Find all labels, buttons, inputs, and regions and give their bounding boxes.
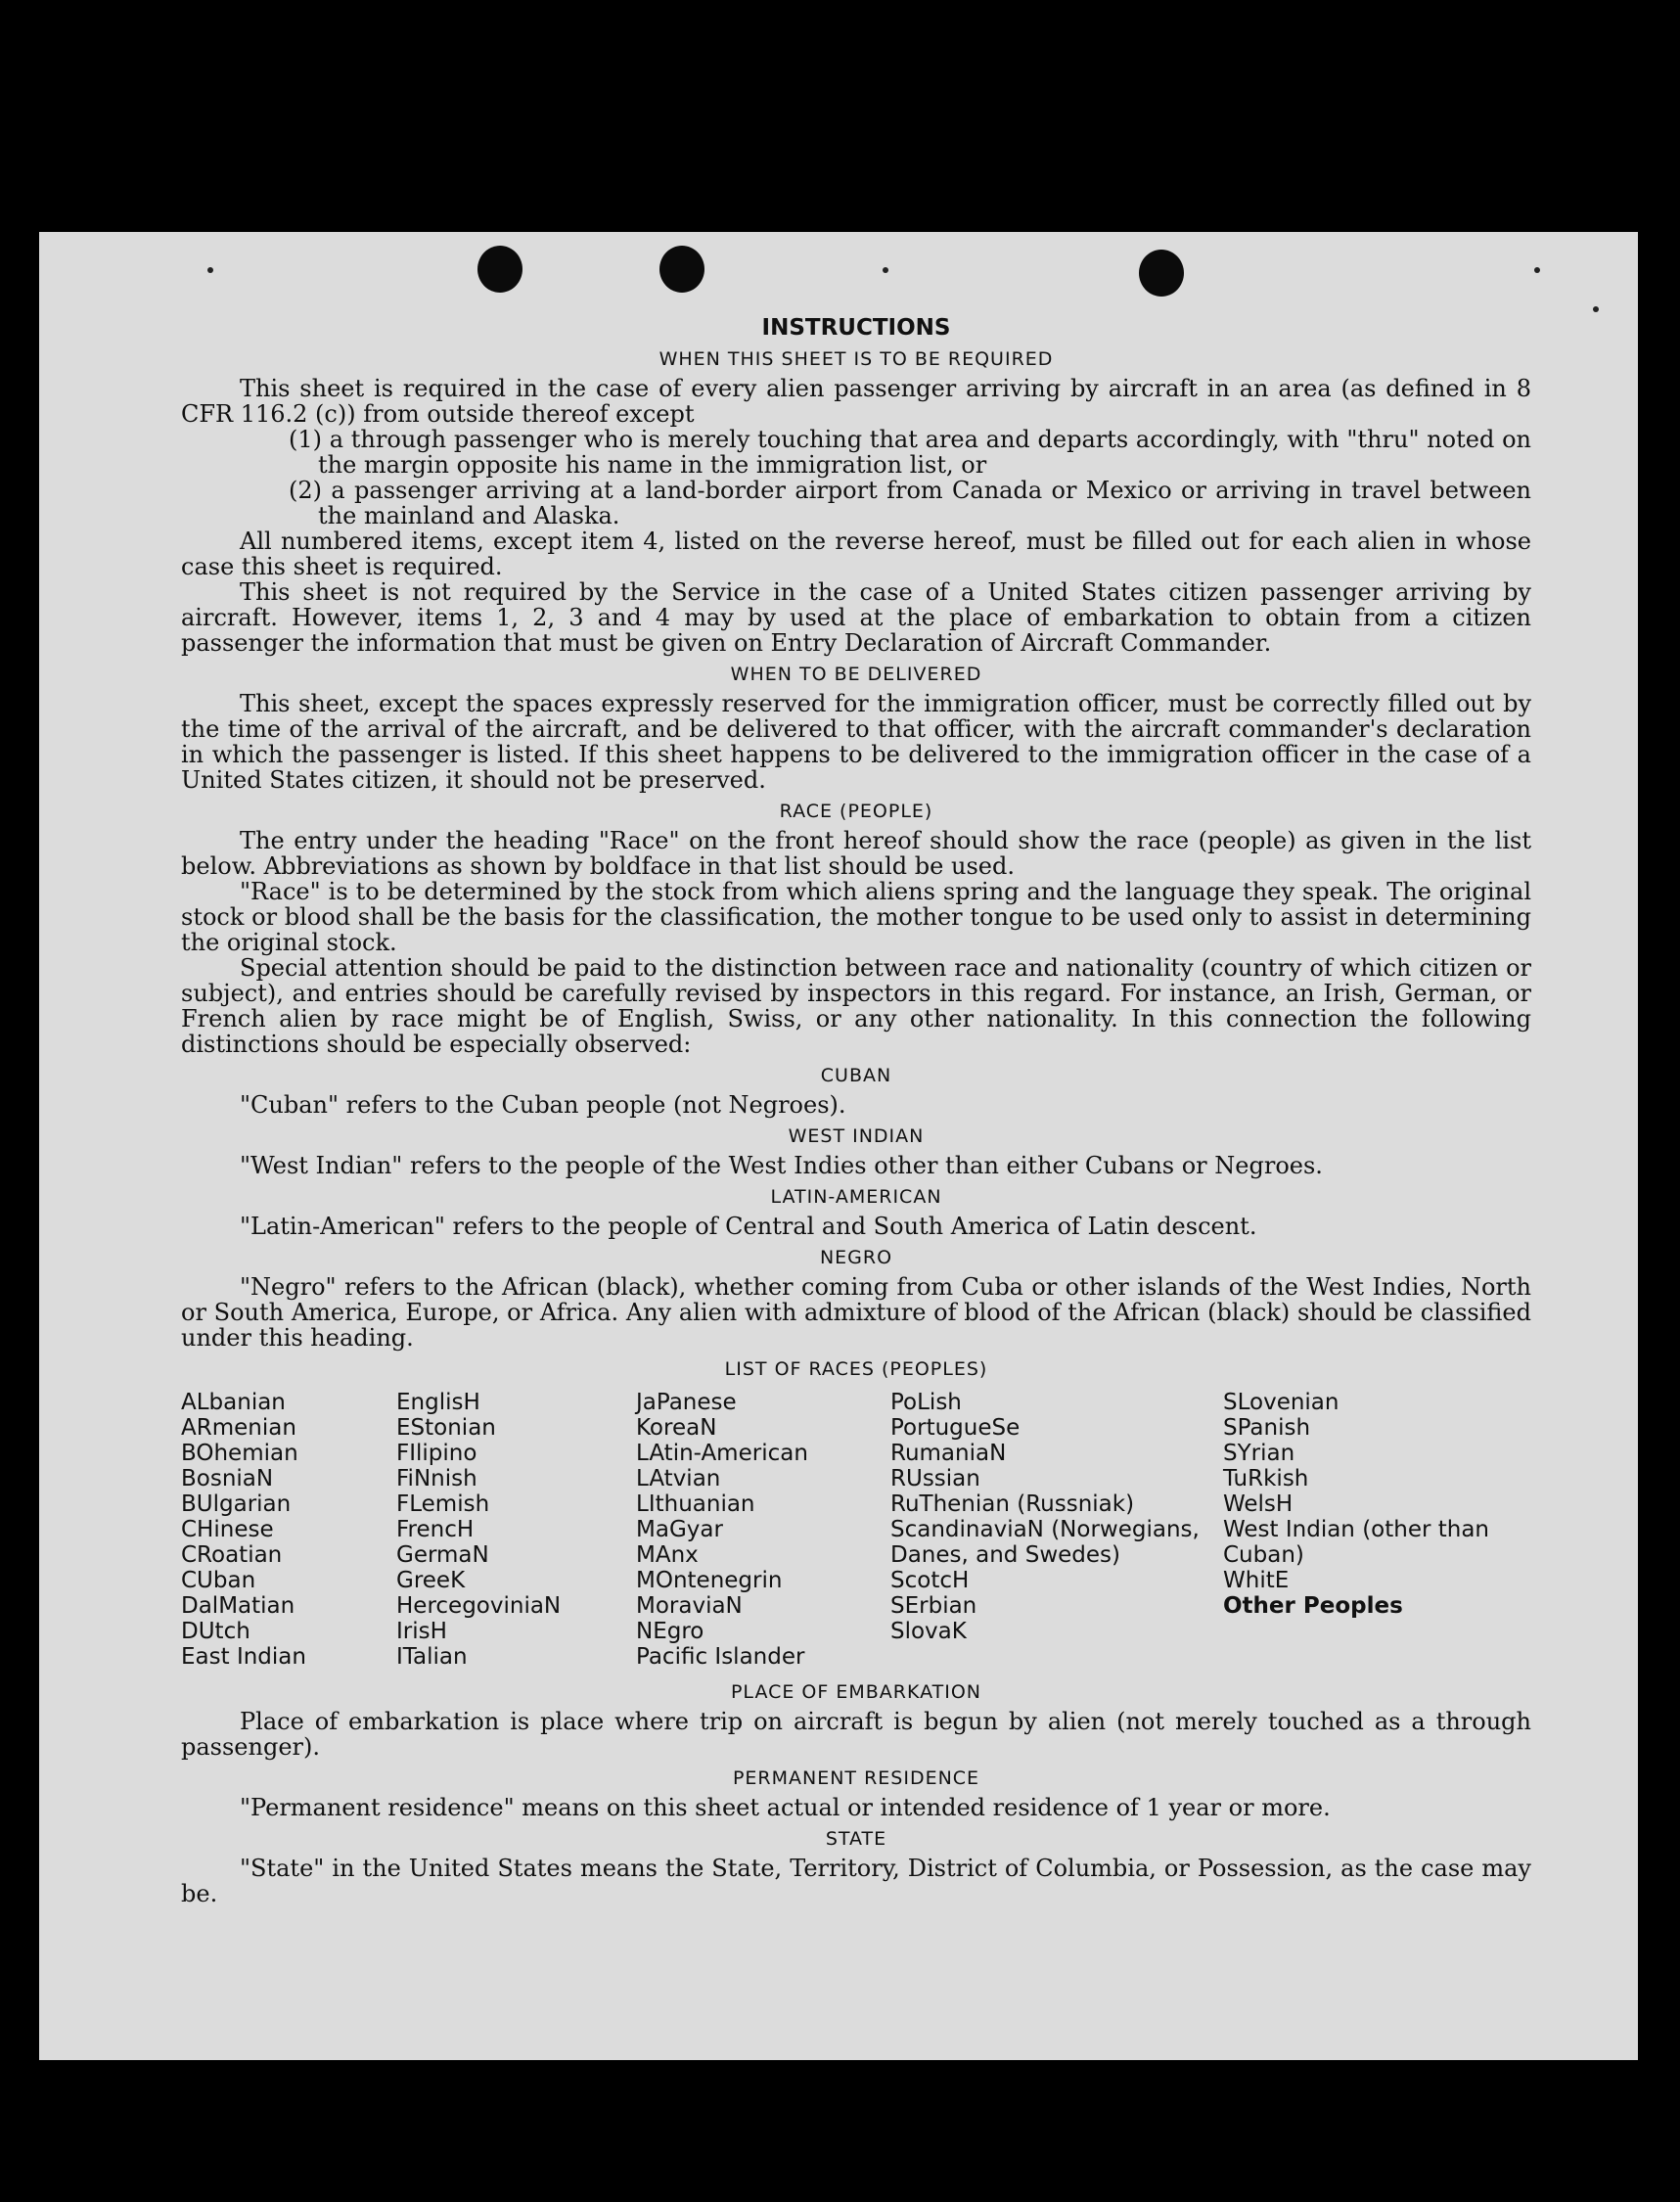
list-item: (1) a through passenger who is merely touching that area and departs accordingly, with "thru" noted on the margin opposite his name in the immigration list, or	[289, 426, 1531, 479]
race-entry: BUlgarian	[181, 1491, 292, 1517]
speck	[1593, 306, 1599, 312]
section-heading: WEST INDIAN	[788, 1125, 925, 1147]
section-heading: LATIN-AMERICAN	[770, 1186, 942, 1208]
paragraph: "Negro" refers to the African (black), whether coming from Cuba or other islands of the West Indies, North or South America, Europe, or Africa. Any alien with admixture of blood of the African (black) should be classified under this heading.	[181, 1273, 1531, 1352]
section-heading: WHEN TO BE DELIVERED	[730, 664, 982, 685]
section-state	[181, 1826, 1531, 1906]
races-heading: LIST OF RACES (PEOPLES)	[724, 1358, 988, 1380]
race-entry: SYrian	[1223, 1441, 1295, 1466]
paragraph: All numbered items, except item 4, listed on the reverse hereof, must be filled out for each alien in whose case this sheet is required.	[181, 528, 1531, 580]
race-entry: SlovaK	[890, 1619, 967, 1644]
race-entry: KoreaN	[636, 1415, 717, 1441]
section-heading: CUBAN	[820, 1065, 892, 1086]
speck	[1534, 267, 1540, 273]
section-heading: WHEN THIS SHEET IS TO BE REQUIRED	[658, 348, 1054, 370]
race-entry: SPanish	[1223, 1415, 1311, 1441]
race-entry: MOntenegrin	[636, 1568, 783, 1593]
race-entry: DUtch	[181, 1619, 250, 1644]
paragraph: This sheet, except the spaces expressly reserved for the immigration officer, must be correctly filled out by the time of the arrival of the aircraft, and be delivered to that officer, with the aircraft commander's declaration in which the passenger is listed. If this sheet happens to be delivered to the immigration officer in the case of a United States citizen, it should not be preserved.	[181, 690, 1531, 794]
section-race	[181, 799, 1531, 1057]
race-entry: IrisH	[396, 1619, 447, 1644]
race-entry: ITalian	[396, 1644, 468, 1670]
paragraph: This sheet is required in the case of every alien passenger arriving by aircraft in an area (as defined in 8 CFR 116.2 (c)) from outside thereof except	[181, 375, 1531, 428]
race-entry: CUban	[181, 1568, 256, 1593]
paragraph: This sheet is not required by the Service in the case of a United States citizen passenger arriving by aircraft. However, items 1, 2, 3 and 4 may by used at the place of embarkation to obtain from a citizen passenger the information that must be given on Entry Declaration of Aircraft Commander.	[181, 578, 1531, 657]
paragraph: "Race" is to be determined by the stock from which aliens spring and the language they speak. The original stock or blood shall be the basis for the classification, the mother tongue to be used only to assist in determining the original stock.	[181, 878, 1531, 956]
race-entry: TuRkish	[1223, 1466, 1309, 1491]
race-entry: West Indian (other than Cuban)	[1223, 1517, 1490, 1568]
section-heading: STATE	[825, 1828, 887, 1850]
races-list	[181, 1390, 1531, 1670]
section-required	[181, 346, 1531, 656]
race-entry: MAnx	[636, 1542, 699, 1568]
document-sheet	[39, 232, 1638, 2060]
section-heading: NEGRO	[819, 1247, 893, 1268]
race-entry: NEgro	[636, 1619, 704, 1644]
race-entry: DalMatian	[181, 1593, 295, 1619]
race-entry: ARmenian	[181, 1415, 296, 1441]
section-west-indian	[181, 1124, 1531, 1178]
paragraph: "West Indian" refers to the people of the West Indies other than either Cubans or Negroes.	[240, 1152, 1323, 1179]
race-entry: GermaN	[396, 1542, 489, 1568]
race-entry: PortugueSe	[890, 1415, 1021, 1441]
paragraph: Place of embarkation is place where trip on aircraft is begun by alien (not merely touched as a through passenger).	[181, 1708, 1531, 1761]
section-residence	[181, 1766, 1531, 1820]
section-heading: PERMANENT RESIDENCE	[732, 1767, 980, 1789]
races-column	[181, 1390, 396, 1670]
race-entry: FrencH	[396, 1517, 475, 1542]
race-entry: ALbanian	[181, 1390, 286, 1415]
race-entry: FLemish	[396, 1491, 490, 1517]
race-entry: BosniaN	[181, 1466, 274, 1491]
section-heading: RACE (PEOPLE)	[779, 801, 933, 822]
document-title: INSTRUCTIONS	[761, 315, 951, 341]
race-entry: SLovenian	[1223, 1390, 1339, 1415]
race-entry: LIthuanian	[636, 1491, 755, 1517]
race-entry: Other Peoples	[1223, 1593, 1403, 1619]
race-entry: EStonian	[396, 1415, 496, 1441]
section-cuban	[181, 1063, 1531, 1118]
races-column	[396, 1390, 636, 1670]
race-entry: BOhemian	[181, 1441, 298, 1466]
race-entry: JaPanese	[636, 1390, 737, 1415]
race-entry: LAtin-American	[636, 1441, 808, 1466]
speck	[883, 267, 888, 273]
race-entry: CRoatian	[181, 1542, 283, 1568]
section-delivered	[181, 662, 1531, 793]
punch-hole	[1139, 250, 1184, 297]
race-entry: GreeK	[396, 1568, 466, 1593]
race-entry: FIlipino	[396, 1441, 477, 1466]
paragraph: The entry under the heading "Race" on the front hereof should show the race (people) as given in the list below. Abbreviations as shown by boldface in that list should be used.	[181, 827, 1531, 880]
paragraph: "Cuban" refers to the Cuban people (not Negroes).	[240, 1091, 846, 1119]
race-entry: CHinese	[181, 1517, 274, 1542]
race-entry: RuThenian (Russniak)	[890, 1491, 1135, 1517]
punch-hole	[659, 246, 704, 293]
race-entry: MoraviaN	[636, 1593, 743, 1619]
races-column	[636, 1390, 890, 1670]
list-item: (2) a passenger arriving at a land-border airport from Canada or Mexico or arriving in travel between the mainland and Alaska.	[289, 477, 1531, 529]
race-entry: ScandinaviaN (Norwegians, Danes, and Swedes)	[890, 1517, 1200, 1568]
race-entry: SErbian	[890, 1593, 977, 1619]
races-column	[890, 1390, 1223, 1670]
paragraph: "Latin-American" refers to the people of Central and South America of Latin descent.	[240, 1213, 1257, 1240]
race-entry: WhitE	[1223, 1568, 1290, 1593]
race-entry: ScotcH	[890, 1568, 970, 1593]
paragraph: "Permanent residence" means on this sheet actual or intended residence of 1 year or more.	[240, 1794, 1331, 1821]
race-entry: MaGyar	[636, 1517, 723, 1542]
paragraph: "State" in the United States means the State, Territory, District of Columbia, or Possession, as the case may be.	[181, 1855, 1531, 1907]
paragraph: Special attention should be paid to the distinction between race and nationality (country of which citizen or subject), and entries should be carefully revised by inspectors in this regard. For instance, an Irish, German, or French alien by race might be of English, Swiss, or any other nationality. In this connection the following distinctions should be especially observed:	[181, 954, 1531, 1058]
section-heading: PLACE OF EMBARKATION	[730, 1681, 982, 1703]
race-entry: HercegoviniaN	[396, 1593, 562, 1619]
race-entry: RumaniaN	[890, 1441, 1007, 1466]
race-entry: RUssian	[890, 1466, 980, 1491]
punch-hole	[477, 246, 522, 293]
section-negro	[181, 1245, 1531, 1351]
race-entry: FiNnish	[396, 1466, 477, 1491]
section-embarkation	[181, 1679, 1531, 1760]
race-entry: WelsH	[1223, 1491, 1294, 1517]
races-column	[1223, 1390, 1517, 1670]
race-entry: PoLish	[890, 1390, 962, 1415]
speck	[207, 267, 213, 273]
race-entry: East Indian	[181, 1644, 306, 1670]
race-entry: LAtvian	[636, 1466, 721, 1491]
race-entry: EnglisH	[396, 1390, 480, 1415]
section-latin-american	[181, 1184, 1531, 1239]
race-entry: Pacific Islander	[636, 1644, 805, 1670]
instructions-content	[181, 315, 1531, 1906]
